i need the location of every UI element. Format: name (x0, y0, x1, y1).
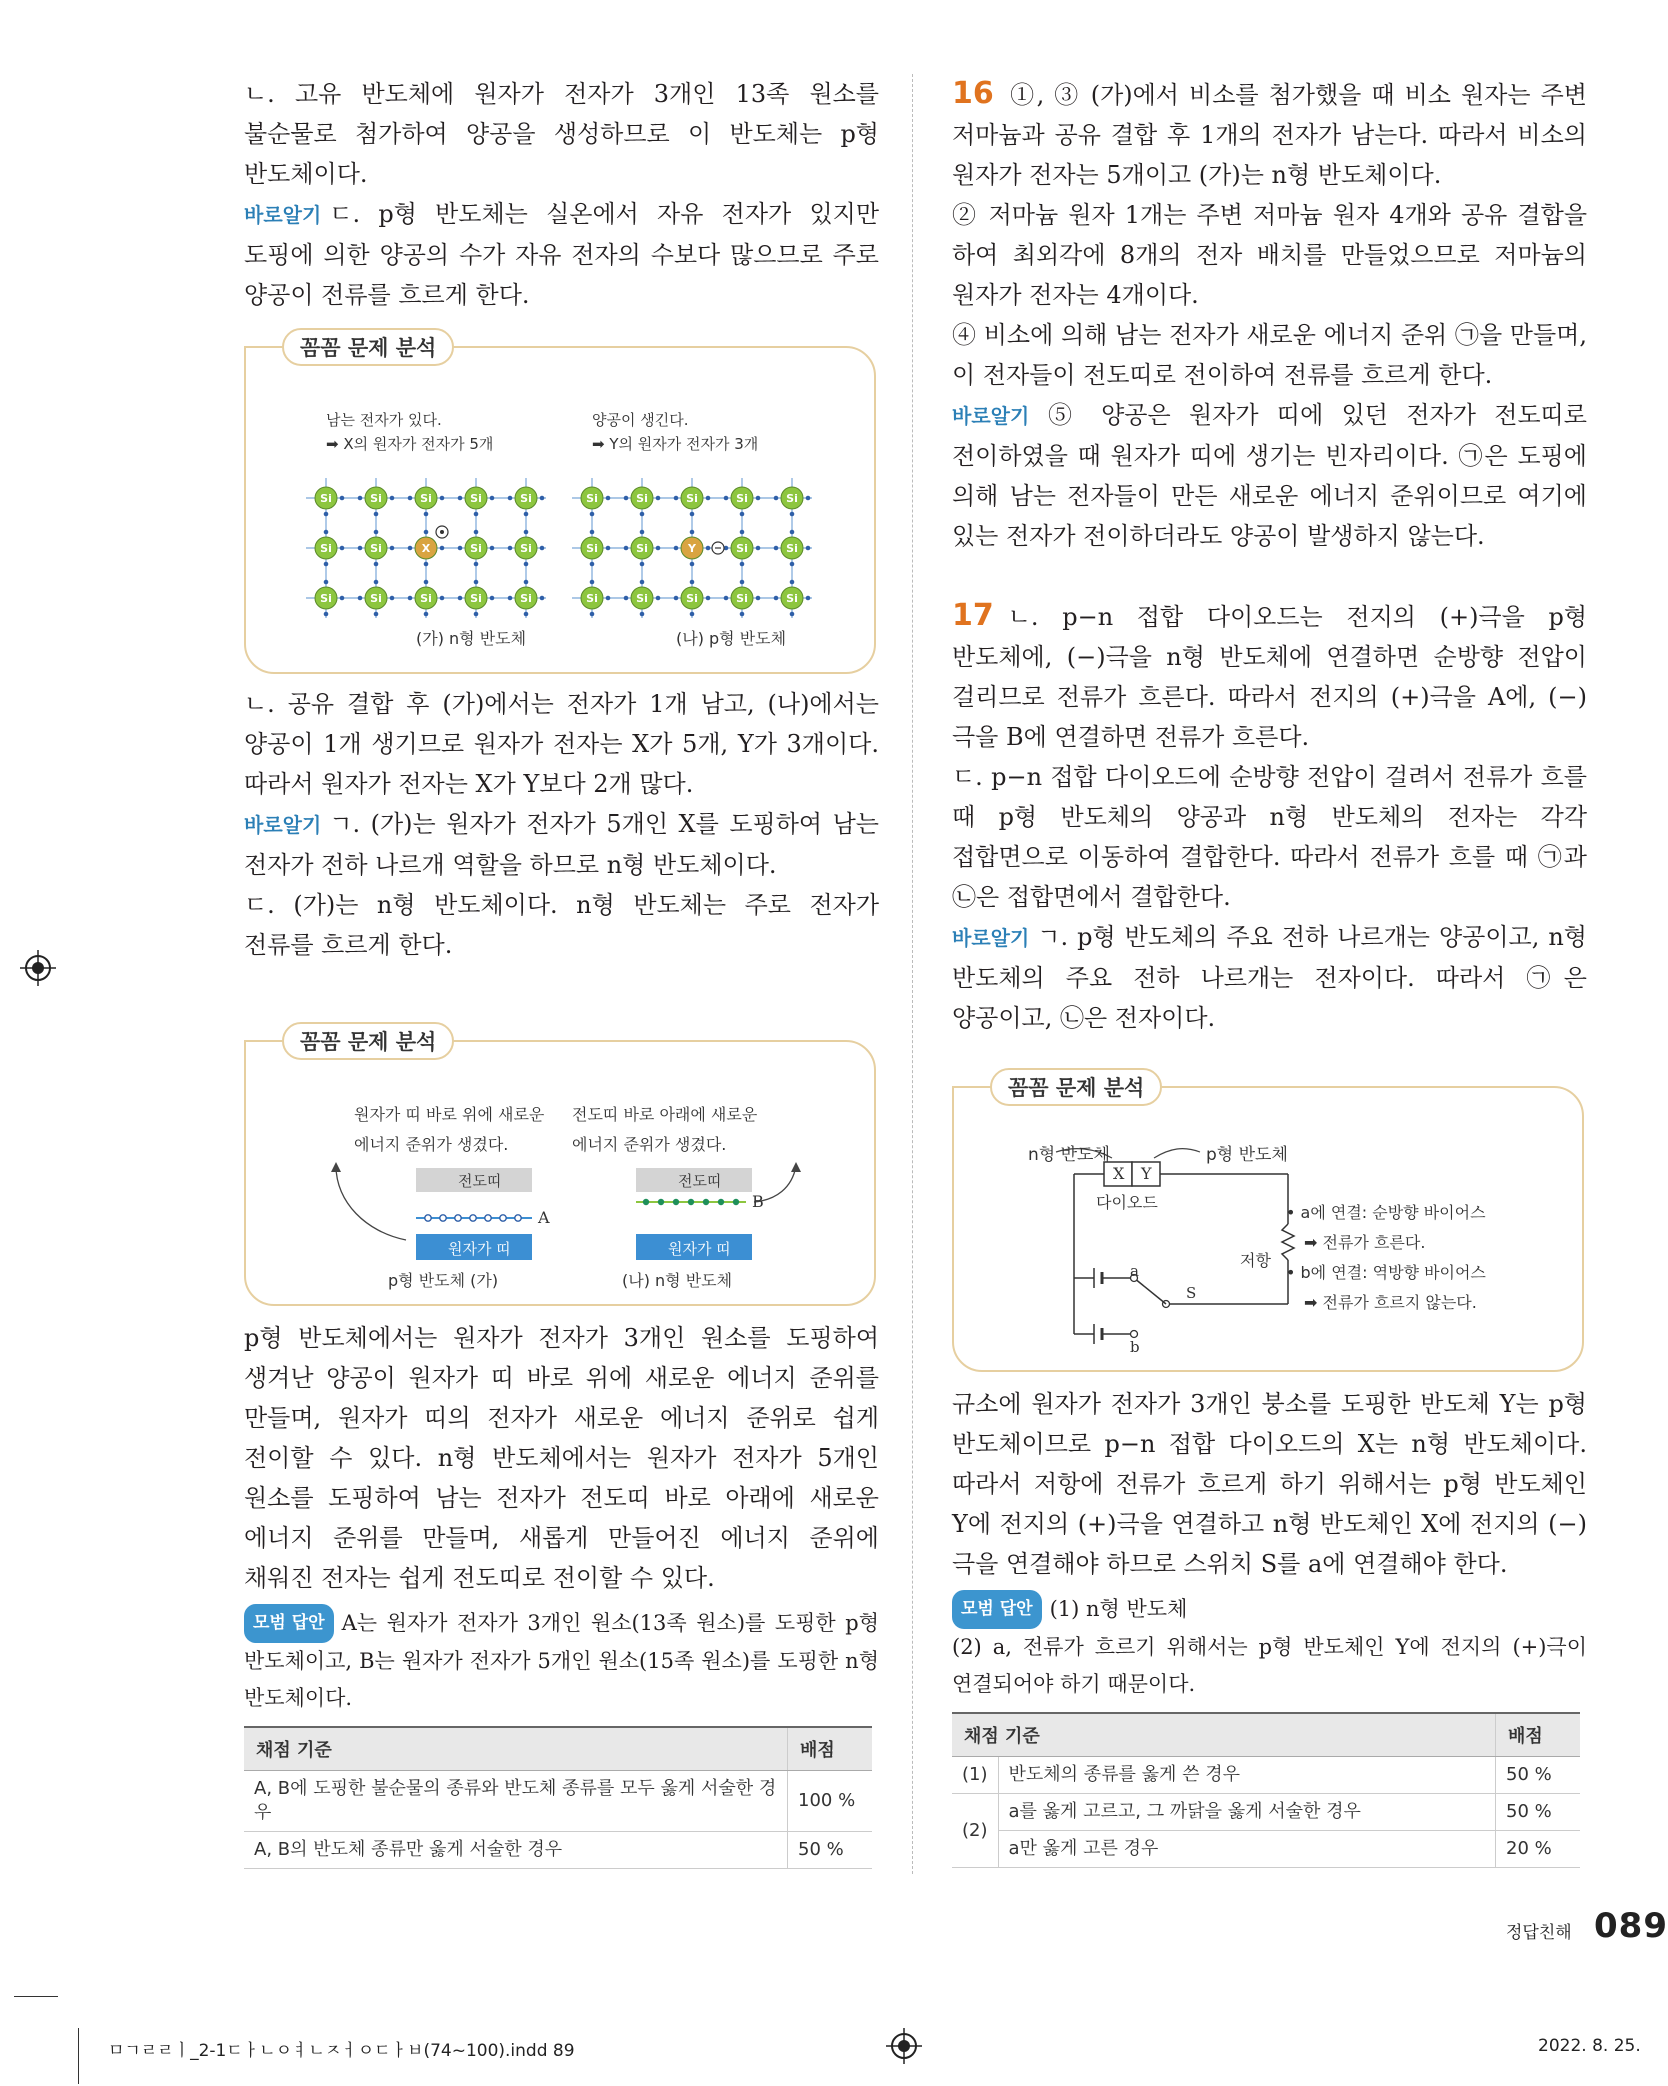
si-atom (731, 587, 753, 609)
q14-analysis-tag: 꼼꼼 문제 분석 (282, 328, 454, 366)
svg-text:Si: Si (786, 542, 798, 555)
svg-text:Si: Si (736, 492, 748, 505)
si-atom (465, 537, 487, 559)
dopant-atom (415, 537, 437, 559)
svg-text:Si: Si (320, 542, 332, 555)
q18-analysis-tag: 꼼꼼 문제 분석 (990, 1068, 1162, 1106)
svg-text:Si: Si (370, 492, 382, 505)
q16-para-4: 바로알기 ⑤ 양공은 원자가 띠에 있던 전자가 전도띠로 전이하였을 때 원자가 띠에 생기는 빈자리이다. ㉠은 도핑에 의해 남는 전자들이 만든 새로운 에너지 준위이므로 여기에 있는 전자가 전이하더라도 양공이 발생하지 않는다. (952, 401, 1587, 550)
q16-para-1: 16 ①, ③ (가)에서 비소를 첨가했을 때 비소 원자는 주변 저마늄과 공유 결합 후 1개의 전자가 남는다. 따라서 비소의 원자가 전자는 5개이고 (가)는 n형 반도체이다. (952, 76, 1587, 189)
si-atom (631, 537, 653, 559)
crop-line (78, 2028, 79, 2084)
si-atom (365, 587, 387, 609)
svg-text:Si: Si (470, 492, 482, 505)
q17-para-2: ㄷ. p−n 접합 다이오드에 순방향 전압이 걸려서 전류가 흐를 때 p형 반도체의 양공과 n형 반도체의 전자는 각각 접합면으로 이동하여 결합한다. 따라서 전류가 흐를 때 ㉠과 ㉡은 접합면에서 결합한다. (952, 763, 1587, 911)
q18-x-label: X (1113, 1164, 1125, 1183)
q15-label-a: A (538, 1208, 550, 1227)
q18-s-label: S (1186, 1284, 1197, 1302)
q15-para-1: p형 반도체에서는 원자가 전자가 3개인 원소를 도핑하여 생겨난 양공이 원자가 띠 바로 위에 새로운 에너지 준위를 만들며, 원자가 띠의 전자가 새로운 에너지 준위로 쉽게 전이할 수 있다. n형 반도체에서는 원자가 전자가 5개인 원소를 도핑하여 남는 전자가 전도띠 바로 아래에 새로운 에너지 준위를 만들며, 새롭게 만들어진 에너지 준위에 채워진 전자는 쉽게 전도띠로 전이할 수 있다. (244, 1324, 879, 1592)
q18-answer-1: 모범 답안 (1) n형 반도체 (952, 1590, 1587, 1629)
q18-score-table: 채점 기준 배점 (1) 반도체의 종류를 옳게 쓴 경우 50 % (2) a를 옳게 고르고, 그 까닭을 옳게 서술한 경우 50 % a만 옳게 고른 경우 20 % (952, 1712, 1580, 1868)
q16-para-3: ④ 비소에 의해 남는 전자가 새로운 에너지 준위 ㉠을 만들며, 이 전자들이 전도띠로 전이하여 전류를 흐르게 한다. (952, 321, 1587, 389)
si-atom (465, 587, 487, 609)
q18-b-label: b (1130, 1338, 1140, 1356)
q17-para-3: 바로알기 ㄱ. p형 반도체의 주요 전하 나르개는 양공이고, n형 반도체의 주요 전하 나르개는 전자이다. 따라서 ㉠은 양공이고, ㉡은 전자이다. (952, 923, 1587, 1032)
q15-cond-label-left: 전도띠 (458, 1172, 502, 1190)
q15-cond-label-right: 전도띠 (678, 1172, 722, 1190)
si-atom (781, 587, 803, 609)
q14-lattice-n (306, 478, 546, 618)
q14-para-1: ㄴ. 공유 결합 후 (가)에서는 전자가 1개 남고, (나)에서는 양공이 1개 생기므로 원자가 전자는 X가 5개, Y가 3개이다. 따라서 원자가 전자는 X가 Y보다 2개 많다. (244, 690, 879, 798)
svg-text:Si: Si (370, 592, 382, 605)
svg-text:Si: Si (586, 542, 598, 555)
si-atom (731, 537, 753, 559)
q16-para-2: ② 저마늄 원자 1개는 주변 저마늄 원자 4개와 공유 결합을 하여 최외각에 8개의 전자 배치를 만들었으므로 저마늄의 원자가 전자는 4개이다. (952, 201, 1587, 309)
svg-text:Si: Si (520, 542, 532, 555)
q18-diode-label: 다이오드 (1096, 1193, 1158, 1212)
correction-keyword: 바로알기 (244, 203, 322, 227)
q17-para-1: 17 ㄴ. p−n 접합 다이오드는 전지의 (+)극을 p형 반도체에, (−)극을 n형 반도체에 연결하면 순방향 전압이 걸리므로 전류가 흐른다. 따라서 전지의 (+)극을 A에, (−)극을 B에 연결하면 전류가 흐른다. (952, 598, 1587, 751)
svg-text:Si: Si (470, 592, 482, 605)
q15-explanation (244, 1318, 879, 1717)
svg-text:X: X (421, 542, 431, 555)
svg-text:Si: Si (520, 592, 532, 605)
si-atom (781, 537, 803, 559)
svg-text:Si: Si (586, 592, 598, 605)
footer-label: 정답친해 (1506, 1923, 1572, 1943)
q14-explanation (244, 684, 879, 965)
si-atom (515, 537, 537, 559)
q15-model-answer: 모범 답안 A는 원자가 전자가 3개인 원소(13족 원소)를 도핑한 p형 반도체이고, B는 원자가 전자가 5개인 원소(15족 원소)를 도핑한 n형 반도체이다. (244, 1604, 879, 1717)
q14-para-2: 바로알기 ㄱ. (가)는 원자가 전자가 5개인 X를 도핑하여 남는 전자가 전하 나르개 역할을 하므로 n형 반도체이다. (244, 810, 879, 879)
si-atom (515, 487, 537, 509)
svg-text:Si: Si (470, 542, 482, 555)
q18-notes: • a에 연결: 순방향 바이어스 ➡ 전류가 흐른다. • b에 연결: 역방향 바이어스 ➡ 전류가 흐르지 않는다. (1286, 1203, 1486, 1312)
q14-lattice-p (572, 478, 812, 618)
si-atom (415, 587, 437, 609)
model-answer-badge: 모범 답안 (952, 1590, 1042, 1629)
svg-text:Si: Si (520, 492, 532, 505)
si-atom (365, 487, 387, 509)
q18-n-label: n형 반도체 (1028, 1145, 1110, 1165)
si-atom (631, 487, 653, 509)
svg-text:Si: Si (586, 492, 598, 505)
svg-text:Si: Si (686, 492, 698, 505)
q14-caption-left: (가) n형 반도체 (416, 629, 527, 648)
question-number-17: 17 (952, 598, 994, 633)
si-atom (365, 537, 387, 559)
si-atom (581, 537, 603, 559)
registration-mark-icon (20, 950, 56, 986)
footer-date: 2022. 8. 25. (1538, 2036, 1641, 2056)
q15-caption-left: p형 반도체 (가) (388, 1271, 499, 1290)
si-atom (731, 487, 753, 509)
column-divider (912, 74, 913, 1874)
q18-p-label: p형 반도체 (1206, 1145, 1288, 1165)
svg-text:Si: Si (370, 542, 382, 555)
svg-text:Y: Y (688, 542, 696, 555)
q14-note-left: 남는 전자가 있다. ➡ X의 원자가 전자가 5개 (326, 411, 494, 453)
q16-block (952, 74, 1587, 556)
left-column (244, 74, 879, 315)
q18-explanation (952, 1384, 1587, 1703)
intro-correction: 바로알기 ㄷ. p형 반도체는 실온에서 자유 전자가 있지만 도핑에 의한 양공의 수가 자유 전자의 수보다 많으므로 주로 양공이 전류를 흐르게 한다. (244, 200, 879, 309)
si-atom (681, 487, 703, 509)
q15-band-diagram (306, 1162, 846, 1272)
svg-text:Si: Si (320, 592, 332, 605)
si-atom (515, 587, 537, 609)
q14-note-right: 양공이 생긴다. ➡ Y의 원자가 전자가 3개 (592, 411, 759, 453)
model-answer-badge: 모범 답안 (244, 1604, 334, 1643)
svg-text:Si: Si (736, 592, 748, 605)
si-atom (681, 587, 703, 609)
q15-val-label-right: 원자가 띠 (668, 1240, 731, 1258)
si-atom (315, 487, 337, 509)
si-atom (781, 487, 803, 509)
q14-para-3: ㄷ. (가)는 n형 반도체이다. n형 반도체는 주로 전자가 전류를 흐르게 한다. (244, 891, 879, 959)
q14-caption-right: (나) p형 반도체 (676, 629, 787, 648)
q18-para-1: 규소에 원자가 전자가 3개인 붕소를 도핑한 반도체 Y는 p형 반도체이므로 p−n 접합 다이오드의 X는 n형 반도체이다. 따라서 저항에 전류가 흐르게 하기 위해서는 p형 반도체인 Y에 전지의 (+)극을 연결하고 n형 반도체인 X에 전지의 (−)극을 연결해야 하므로 스위치 S를 a에 연결해야 한다. (952, 1390, 1587, 1578)
q18-analysis-box (952, 1076, 1584, 1372)
q15-val-label-left: 원자가 띠 (448, 1240, 511, 1258)
crop-line (14, 1996, 58, 1997)
question-number-16: 16 (952, 76, 994, 111)
page-number: 089 (1594, 1906, 1668, 1946)
q18-answer-2: (2) a, 전류가 흐르기 위해서는 p형 반도체인 Y에 전지의 (+)극이 연결되어야 하기 때문이다. (952, 1635, 1587, 1696)
svg-text:Si: Si (786, 492, 798, 505)
q18-a-label: a (1130, 1262, 1139, 1280)
registration-mark-icon (886, 2028, 922, 2064)
q15-caption-right: (나) n형 반도체 (622, 1271, 733, 1290)
q15-score-table: 채점 기준 배점 A, B에 도핑한 불순물의 종류와 반도체 종류를 모두 옳게 서술한 경우 100 % A, B의 반도체 종류만 옳게 서술한 경우 50 % (244, 1726, 872, 1869)
svg-text:Si: Si (636, 492, 648, 505)
svg-text:Si: Si (420, 592, 432, 605)
dopant-atom (681, 537, 703, 559)
si-atom (315, 587, 337, 609)
si-atom (315, 537, 337, 559)
svg-text:Si: Si (786, 592, 798, 605)
si-atom (415, 487, 437, 509)
svg-text:Si: Si (420, 492, 432, 505)
q18-resistor-label: 저항 (1240, 1251, 1271, 1270)
q15-note-left: 원자가 띠 바로 위에 새로운 에너지 준위가 생겼다. (354, 1105, 545, 1154)
svg-text:Si: Si (636, 592, 648, 605)
q15-analysis-box (244, 1030, 876, 1306)
q15-note-right: 전도띠 바로 아래에 새로운 에너지 준위가 생겼다. (572, 1105, 758, 1154)
q18-y-label: Y (1141, 1164, 1152, 1183)
intro-paragraph: ㄴ. 고유 반도체에 원자가 전자가 3개인 13족 원소를 불순물로 첨가하여 양공을 생성하므로 이 반도체는 p형 반도체이다. (244, 80, 879, 188)
si-atom (631, 587, 653, 609)
svg-text:Si: Si (320, 492, 332, 505)
q14-analysis-box (244, 336, 876, 674)
svg-text:Si: Si (636, 542, 648, 555)
q15-label-b: B (752, 1192, 764, 1211)
si-atom (581, 487, 603, 509)
q15-analysis-tag: 꼼꼼 문제 분석 (282, 1022, 454, 1060)
svg-text:Si: Si (736, 542, 748, 555)
q17-block (952, 596, 1587, 1038)
si-atom (581, 587, 603, 609)
si-atom (465, 487, 487, 509)
footer-file-name: ㅁㄱㄹㄹㅣ_2-1ㄷㅏㄴㅇㅕㄴㅈㅓㅇㄷㅏㅂ(74~100).indd 89 (108, 2041, 575, 2061)
svg-text:Si: Si (686, 592, 698, 605)
